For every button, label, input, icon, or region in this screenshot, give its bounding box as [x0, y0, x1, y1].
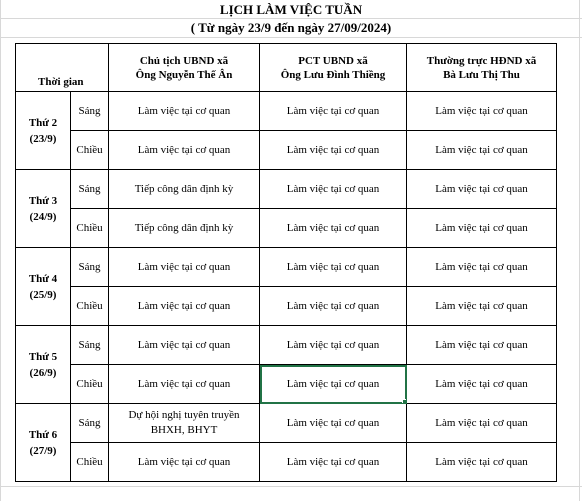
header-chairman-title: Chủ tịch UBND xã: [139, 54, 229, 67]
schedule-cell-text: Làm việc tại cơ quan: [137, 338, 231, 351]
session-cell[interactable]: Sáng: [71, 170, 109, 209]
session-cell[interactable]: Chiều: [71, 209, 109, 248]
schedule-cell[interactable]: [260, 287, 407, 326]
schedule-cell-text: Làm việc tại cơ quan: [286, 338, 380, 351]
schedule-cell-text: Làm việc tại cơ quan: [286, 221, 380, 234]
table-row: [16, 365, 557, 404]
day-date: (24/9): [29, 210, 57, 223]
header-council-cell[interactable]: [407, 44, 557, 92]
day-date: (23/9): [29, 132, 57, 145]
session-cell[interactable]: Chiều: [71, 287, 109, 326]
schedule-cell[interactable]: [407, 248, 557, 287]
schedule-cell[interactable]: [109, 170, 260, 209]
table-row: [16, 326, 557, 365]
schedule-cell-text: Làm việc tại cơ quan: [286, 455, 380, 468]
schedule-cell-text: Làm việc tại cơ quan: [286, 260, 380, 273]
header-council-name: Bà Lưu Thị Thu: [443, 68, 520, 81]
schedule-cell[interactable]: [109, 92, 260, 131]
sheet-gridline: [0, 37, 582, 38]
table-row: [16, 443, 557, 482]
schedule-cell[interactable]: [109, 287, 260, 326]
session-cell[interactable]: Sáng: [71, 404, 109, 443]
schedule-cell[interactable]: [407, 92, 557, 131]
schedule-cell-text: Làm việc tại cơ quan: [137, 299, 231, 312]
schedule-cell-text: Làm việc tại cơ quan: [435, 377, 528, 390]
sheet-gridline: [0, 0, 1, 501]
time-header-label: Thời gian: [38, 76, 84, 88]
schedule-cell-text: Làm việc tại cơ quan: [286, 416, 380, 429]
schedule-cell[interactable]: [407, 326, 557, 365]
day-date: (25/9): [29, 288, 57, 301]
schedule-cell[interactable]: [260, 443, 407, 482]
schedule-cell-text: Làm việc tại cơ quan: [435, 221, 528, 234]
schedule-cell[interactable]: [109, 326, 260, 365]
header-vice-chairman-cell[interactable]: [260, 44, 407, 92]
schedule-cell-text: Làm việc tại cơ quan: [286, 299, 380, 312]
header-vice-chairman-title: PCT UBND xã: [298, 54, 368, 67]
sheet-gridline: [579, 0, 580, 501]
schedule-cell-text: Làm việc tại cơ quan: [435, 338, 528, 351]
schedule-cell-text: Làm việc tại cơ quan: [435, 143, 528, 156]
schedule-cell-text: Dự hội nghị tuyên truyền BHXH, BHYT: [128, 409, 240, 436]
table-row: [16, 248, 557, 287]
day-name: Thứ 3: [28, 194, 58, 207]
schedule-cell-text: Làm việc tại cơ quan: [286, 377, 380, 390]
schedule-cell[interactable]: [407, 404, 557, 443]
fill-handle[interactable]: [402, 399, 407, 404]
schedule-cell[interactable]: [260, 404, 407, 443]
schedule-cell-text: Làm việc tại cơ quan: [286, 182, 380, 195]
session-cell[interactable]: Sáng: [71, 326, 109, 365]
day-cell[interactable]: [16, 170, 71, 248]
schedule-cell-text: Làm việc tại cơ quan: [435, 104, 528, 117]
table-row: [16, 170, 557, 209]
schedule-cell-text: Làm việc tại cơ quan: [435, 182, 528, 195]
schedule-cell-text: Làm việc tại cơ quan: [286, 143, 380, 156]
day-cell[interactable]: [16, 248, 71, 326]
table-header-row: [16, 44, 557, 92]
schedule-date-range: ( Từ ngày 23/9 đến ngày 27/09/2024): [190, 20, 392, 35]
schedule-title: LỊCH LÀM VIỆC TUẦN: [219, 2, 363, 17]
schedule-cell-text: Làm việc tại cơ quan: [137, 104, 231, 117]
sheet-gridline: [0, 18, 582, 19]
session-cell[interactable]: Sáng: [71, 248, 109, 287]
schedule-cell[interactable]: [109, 209, 260, 248]
schedule-cell[interactable]: [260, 248, 407, 287]
schedule-cell[interactable]: [260, 170, 407, 209]
day-date: (27/9): [29, 444, 57, 457]
schedule-cell-text: Làm việc tại cơ quan: [137, 260, 231, 273]
schedule-cell-text: Làm việc tại cơ quan: [137, 143, 231, 156]
day-cell[interactable]: [16, 404, 71, 482]
schedule-cell[interactable]: [407, 209, 557, 248]
table-row: [16, 209, 557, 248]
schedule-cell-text: Tiếp công dân định kỳ: [134, 221, 234, 234]
schedule-cell-text: Làm việc tại cơ quan: [435, 455, 528, 468]
schedule-cell-text: Làm việc tại cơ quan: [137, 377, 231, 390]
schedule-cell[interactable]: [407, 131, 557, 170]
sheet-gridline: [0, 486, 582, 487]
header-vice-chairman-name: Ông Lưu Đình Thiềng: [280, 68, 386, 81]
schedule-cell-text: Làm việc tại cơ quan: [435, 260, 528, 273]
header-chairman-cell[interactable]: [109, 44, 260, 92]
day-name: Thứ 2: [28, 116, 58, 129]
schedule-cell[interactable]: [407, 365, 557, 404]
day-cell[interactable]: [16, 92, 71, 170]
schedule-cell-text: Tiếp công dân định kỳ: [134, 182, 234, 195]
header-council-title: Thường trực HĐND xã: [426, 54, 537, 67]
schedule-cell[interactable]: [109, 443, 260, 482]
schedule-cell[interactable]: [109, 131, 260, 170]
schedule-cell[interactable]: [260, 209, 407, 248]
schedule-cell[interactable]: [109, 248, 260, 287]
schedule-cell-text: Làm việc tại cơ quan: [435, 299, 528, 312]
schedule-cell-text: Làm việc tại cơ quan: [137, 455, 231, 468]
schedule-table: [15, 43, 557, 482]
selected-cell[interactable]: [260, 365, 407, 404]
day-name: Thứ 5: [28, 350, 58, 363]
schedule-cell[interactable]: [260, 131, 407, 170]
schedule-cell-text: Làm việc tại cơ quan: [435, 416, 528, 429]
schedule-cell[interactable]: [260, 326, 407, 365]
schedule-cell[interactable]: [407, 443, 557, 482]
table-row: [16, 92, 557, 131]
time-header-cell[interactable]: [16, 44, 109, 92]
schedule-cell[interactable]: [109, 365, 260, 404]
schedule-cell[interactable]: [407, 287, 557, 326]
schedule-cell-text: Làm việc tại cơ quan: [286, 104, 380, 117]
schedule-cell[interactable]: [407, 170, 557, 209]
session-cell[interactable]: Chiều: [71, 131, 109, 170]
session-cell[interactable]: Chiều: [71, 443, 109, 482]
table-row: [16, 287, 557, 326]
schedule-cell[interactable]: [260, 92, 407, 131]
session-cell[interactable]: Chiều: [71, 365, 109, 404]
header-chairman-name: Ông Nguyễn Thế Ân: [135, 68, 233, 81]
day-name: Thứ 4: [28, 272, 58, 285]
table-row: [16, 404, 557, 443]
schedule-cell[interactable]: [109, 404, 260, 443]
table-row: [16, 131, 557, 170]
day-name: Thứ 6: [28, 428, 58, 441]
day-date: (26/9): [29, 366, 57, 379]
day-cell[interactable]: [16, 326, 71, 404]
session-cell[interactable]: Sáng: [71, 92, 109, 131]
